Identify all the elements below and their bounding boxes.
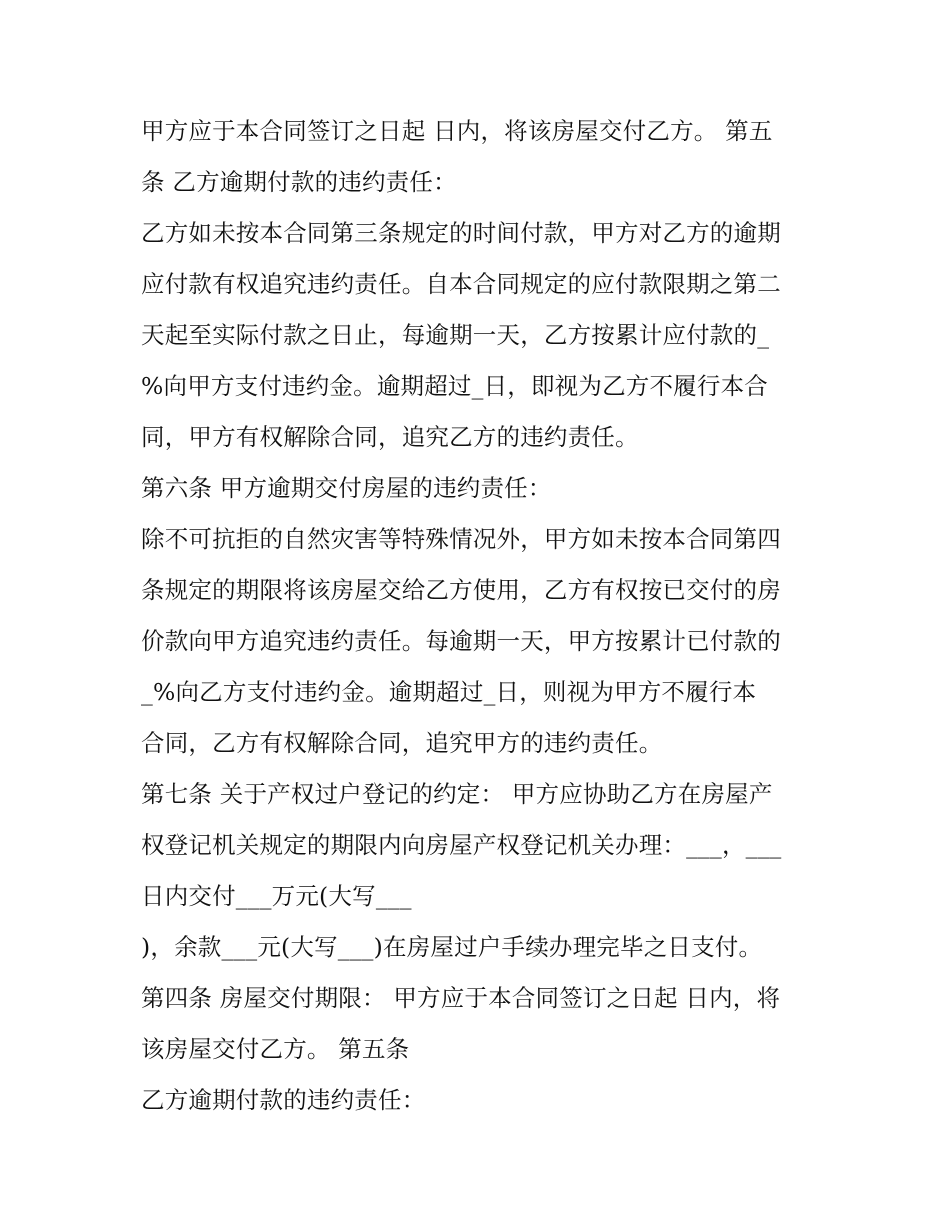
text-line: 除不可抗拒的自然灾害等特殊情况外，甲方如未按本合同第四 [141,525,781,553]
text-line: 应付款有权追究违约责任。自本合同规定的应付款限期之第二 [141,270,781,298]
section-heading: 第四条 房屋交付期限： 甲方应于本合同签订之日起 日内，将 [141,984,781,1012]
text-line: 同，甲方有权解除合同，追究乙方的违约责任。 [141,423,639,451]
text-line: 该房屋交付乙方。 第五条 [141,1035,410,1063]
text-line: 日内交付___万元(大写___ [141,882,412,910]
text-line: 天起至实际付款之日止，每逾期一天，乙方按累计应付款的_ [141,321,770,349]
text-line: 条 乙方逾期付款的违约责任： [141,168,457,196]
section-heading: 第六条 甲方逾期交付房屋的违约责任： [141,474,552,502]
text-line: 权登记机关规定的期限内向房屋产权登记机关办理：___，___ [141,831,782,859]
text-line: 乙方如未按本合同第三条规定的时间付款，甲方对乙方的逾期 [141,219,781,247]
text-line: 乙方逾期付款的违约责任： [141,1086,426,1114]
text-line: 甲方应于本合同签订之日起 日内，将该房屋交付乙方。 第五 [141,117,773,145]
text-line: 合同，乙方有权解除合同，追究甲方的违约责任。 [141,729,663,757]
text-line: %向甲方支付违约金。逾期超过_日，即视为乙方不履行本合 [141,372,768,400]
section-heading: 第七条 关于产权过户登记的约定： 甲方应协助乙方在房屋产 [141,780,773,808]
text-line: )，余款___元(大写___)在房屋过户手续办理完毕之日支付。 [141,933,763,961]
text-line: _%向乙方支付违约金。逾期超过_日，则视为甲方不履行本 [141,678,757,706]
text-line: 价款向甲方追究违约责任。每逾期一天，甲方按累计已付款的 [141,627,781,655]
document-body [141,106,821,1126]
text-line: 条规定的期限将该房屋交给乙方使用，乙方有权按已交付的房 [141,576,781,604]
